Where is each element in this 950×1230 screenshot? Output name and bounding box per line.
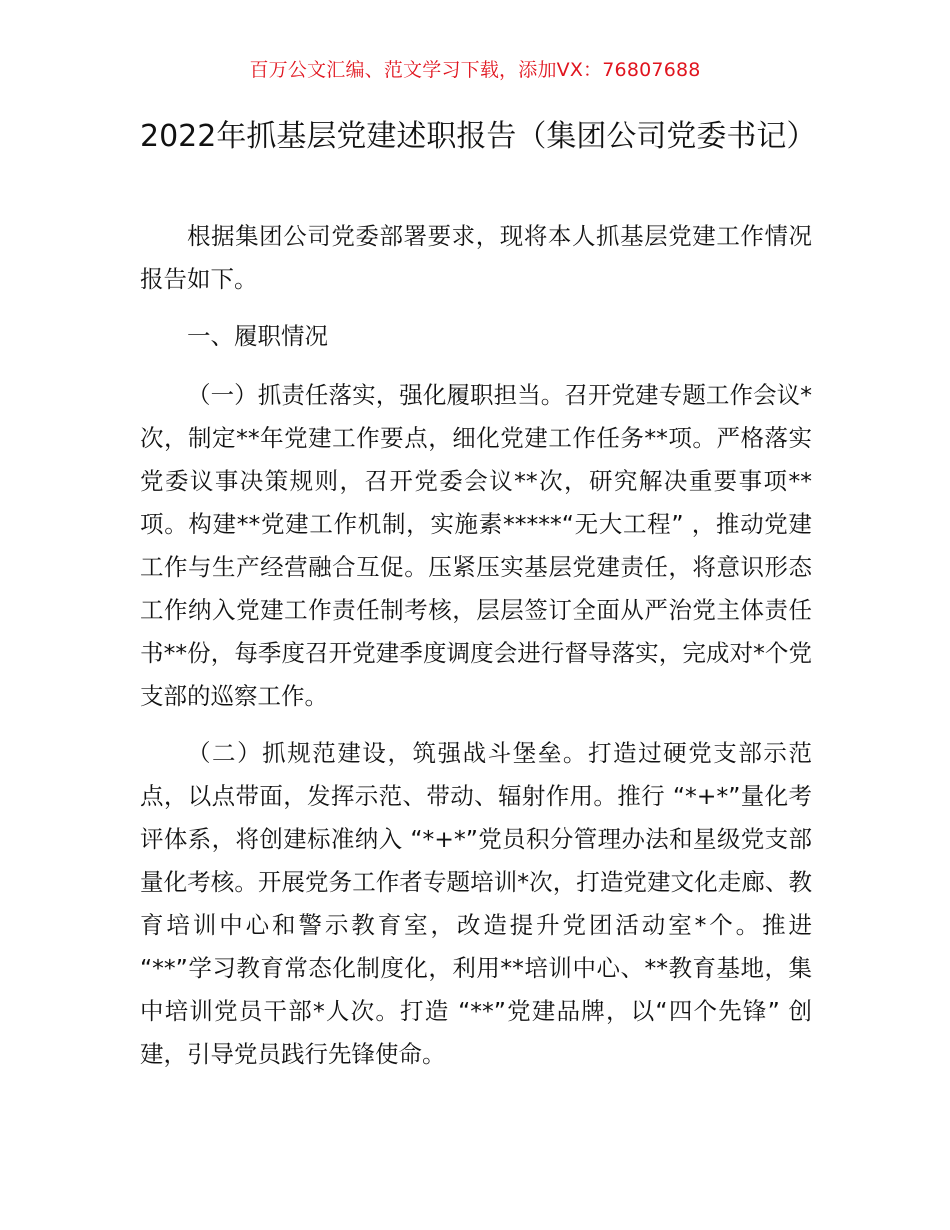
- document-body: [140, 215, 812, 1090]
- paragraph-standardization: （二）抓规范建设，筑强战斗堡垒。打造过硬党支部示范点，以点带面，发挥示范、带动、辐射作用。推行 “*+*”量化考评体系，将创建标准纳入 “*+*”党员积分管理办法和星级党支部量化考核。开展党务工作者专题培训*次，打造党建文化走廊、教育培训中心和警示教育室，改造提升党团活动室*个。推进 “**”学习教育常态化制度化，利用**培训中心、**教育基地，集中培训党员干部*人次。打造 “**”党建品牌，以“四个先锋” 创建，引导党员践行先锋使命。: [140, 739, 812, 1068]
- section-heading: 一、履职情况: [187, 322, 328, 350]
- intro-paragraph: 根据集团公司党委部署要求，现将本人抓基层党建工作情况报告如下。: [140, 222, 812, 293]
- paragraph-responsibility: （一）抓责任落实，强化履职担当。召开党建专题工作会议*次，制定**年党建工作要点，细化党建工作任务**项。严格落实党委议事决策规则，召开党委会议**次，研究解决重要事项**项。构建**党建工作机制，实施素*****“无大工程” ，推动党建工作与生产经营融合互促。压紧压实基层党建责任，将意识形态工作纳入党建工作责任制考核，层层签订全面从严治党主体责任书**份，每季度召开党建季度调度会进行督导落实，完成对*个党支部的巡察工作。: [140, 381, 812, 710]
- document-title: 2022年抓基层党建述职报告（集团公司党委书记）: [140, 119, 817, 154]
- header-note: 百万公文汇编、范文学习下载，添加VX：76807688: [249, 59, 701, 81]
